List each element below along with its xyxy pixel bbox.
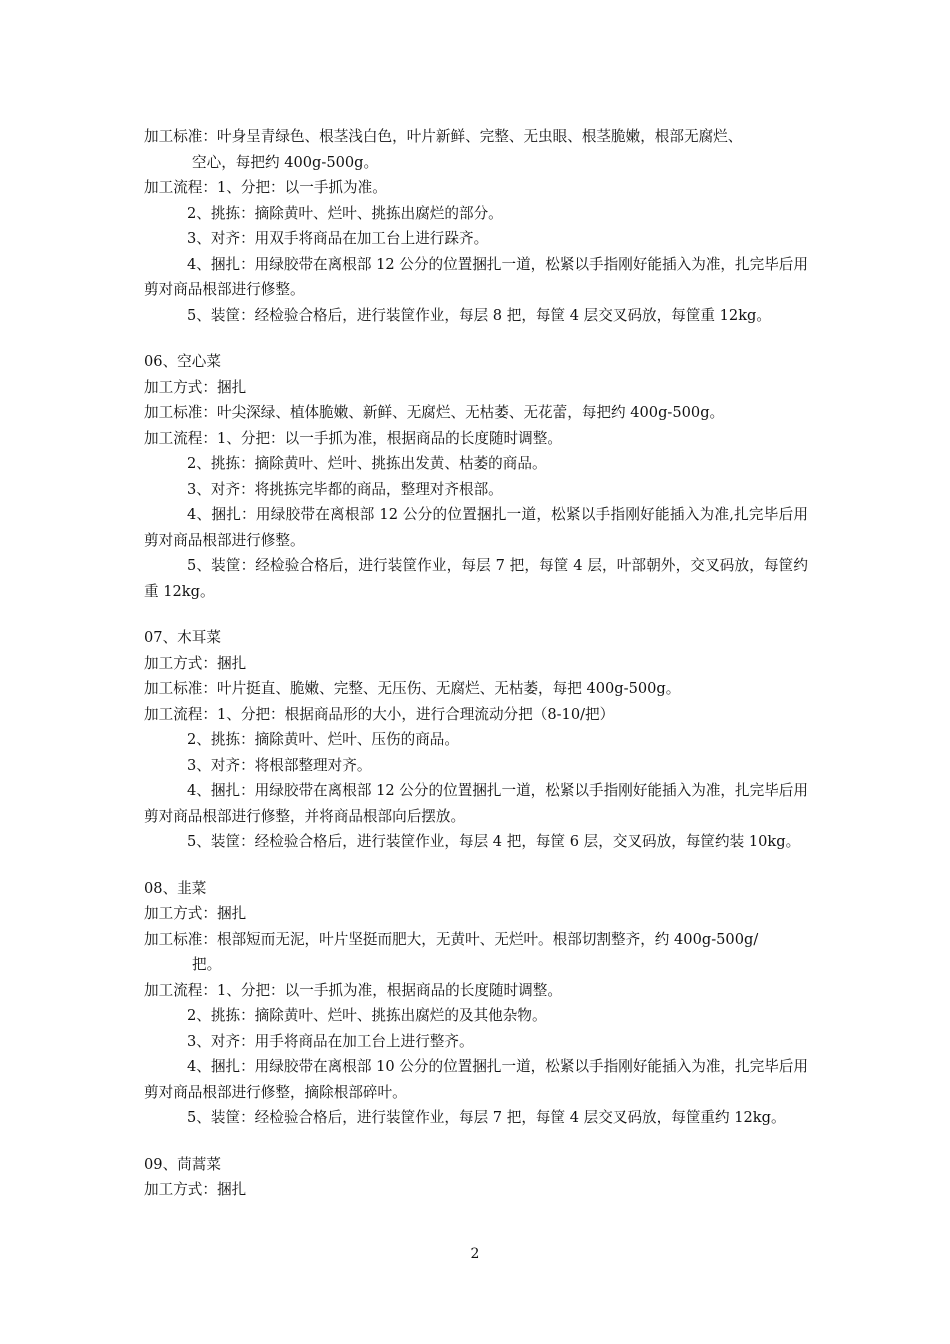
page-body — [144, 124, 808, 1203]
page-number: 2 — [470, 1246, 480, 1262]
s06-flow-3: 3、对齐：将挑拣完毕都的商品，整理对齐根部。 — [187, 480, 503, 498]
s08-flow-1: 加工流程：1、分把：以一手抓为准，根据商品的长度随时调整。 — [144, 981, 562, 999]
s06-flow-4: 4、捆扎：用绿胶带在离根部 12 公分的位置捆扎一道，松紧以手指刚好能插入为准,扎完毕后用剪对商品根部进行修整。 — [144, 506, 808, 549]
s08-flow-4: 4、捆扎：用绿胶带在离根部 10 公分的位置捆扎一道，松紧以手指刚好能插入为准，扎完毕后用剪对商品根部进行修整，摘除根部碎叶。 — [144, 1058, 808, 1101]
s08-method: 加工方式：捆扎 — [144, 905, 247, 922]
s07-flow-5: 5、装筐：经检验合格后，进行装筐作业，每层 4 把，每筐 6 层，交叉码放，每筐约装 10kg。 — [187, 833, 801, 850]
top-standard-line2: 空心，每把约 400g-500g。 — [192, 153, 379, 171]
s07-flow-4: 4、捆扎：用绿胶带在离根部 12 公分的位置捆扎一道，松紧以手指刚好能插入为准，扎完毕后用剪对商品根部进行修整，并将商品根部向后摆放。 — [144, 782, 808, 825]
s07-flow-2: 2、挑拣：摘除黄叶、烂叶、压伤的商品。 — [187, 731, 459, 748]
s08-flow-5: 5、装筐：经检验合格后，进行装筐作业，每层 7 把，每筐 4 层交叉码放，每筐重约 12kg。 — [187, 1109, 786, 1126]
s06-method: 加工方式：捆扎 — [144, 378, 247, 396]
s06-flow-1: 加工流程：1、分把：以一手抓为准，根据商品的长度随时调整。 — [144, 429, 562, 447]
s07-method: 加工方式：捆扎 — [144, 654, 247, 672]
top-flow-5: 5、装筐：经检验合格后，进行装筐作业，每层 8 把，每筐 4 层交叉码放，每筐重 12kg。 — [187, 306, 771, 324]
s08-standard-line2: 把。 — [192, 956, 222, 973]
top-flow-1: 加工流程：1、分把：以一手抓为准。 — [144, 179, 387, 196]
s06-flow-2: 2、挑拣：摘除黄叶、烂叶、挑拣出发黄、枯萎的商品。 — [187, 455, 547, 472]
s07-standard: 加工标准：叶片挺直、脆嫩、完整、无压伤、无腐烂、无枯萎，每把 400g-500g。 — [144, 680, 681, 697]
section-title-07: 07、木耳菜 — [144, 629, 221, 646]
s06-standard: 加工标准：叶尖深绿、植体脆嫩、新鲜、无腐烂、无枯萎、无花蕾，每把约 400g-500g。 — [144, 404, 725, 421]
top-flow-3: 3、对齐：用双手将商品在加工台上进行跺齐。 — [187, 230, 489, 247]
section-title-09: 09、茼蒿菜 — [144, 1155, 221, 1173]
s08-flow-3: 3、对齐：用手将商品在加工台上进行整齐。 — [187, 1032, 474, 1050]
section-title-08: 08、韭菜 — [144, 879, 207, 897]
top-flow-2: 2、挑拣：摘除黄叶、烂叶、挑拣出腐烂的部分。 — [187, 204, 503, 222]
s07-flow-3: 3、对齐：将根部整理对齐。 — [187, 756, 372, 774]
top-flow-4: 4、捆扎：用绿胶带在离根部 12 公分的位置捆扎一道，松紧以手指刚好能插入为准，扎完毕后用剪对商品根部进行修整。 — [144, 255, 808, 298]
s09-method: 加工方式：捆扎 — [144, 1181, 247, 1198]
s08-standard-line1: 加工标准：根部短而无泥，叶片坚挺而肥大，无黄叶、无烂叶。根部切割整齐，约 400g-500g/ — [144, 930, 759, 948]
s07-flow-1: 加工流程：1、分把：根据商品形的大小，进行合理流动分把（8-10/把） — [144, 705, 615, 723]
top-standard-line1: 加工标准：叶身呈青绿色、根茎浅白色，叶片新鲜、完整、无虫眼、根茎脆嫩，根部无腐烂、 — [144, 128, 743, 145]
s06-flow-5: 5、装筐：经检验合格后，进行装筐作业，每层 7 把，每筐 4 层，叶部朝外，交叉码放，每筐约重 12kg。 — [144, 557, 808, 600]
section-title-06: 06、空心菜 — [144, 353, 221, 370]
s08-flow-2: 2、挑拣：摘除黄叶、烂叶、挑拣出腐烂的及其他杂物。 — [187, 1007, 547, 1024]
